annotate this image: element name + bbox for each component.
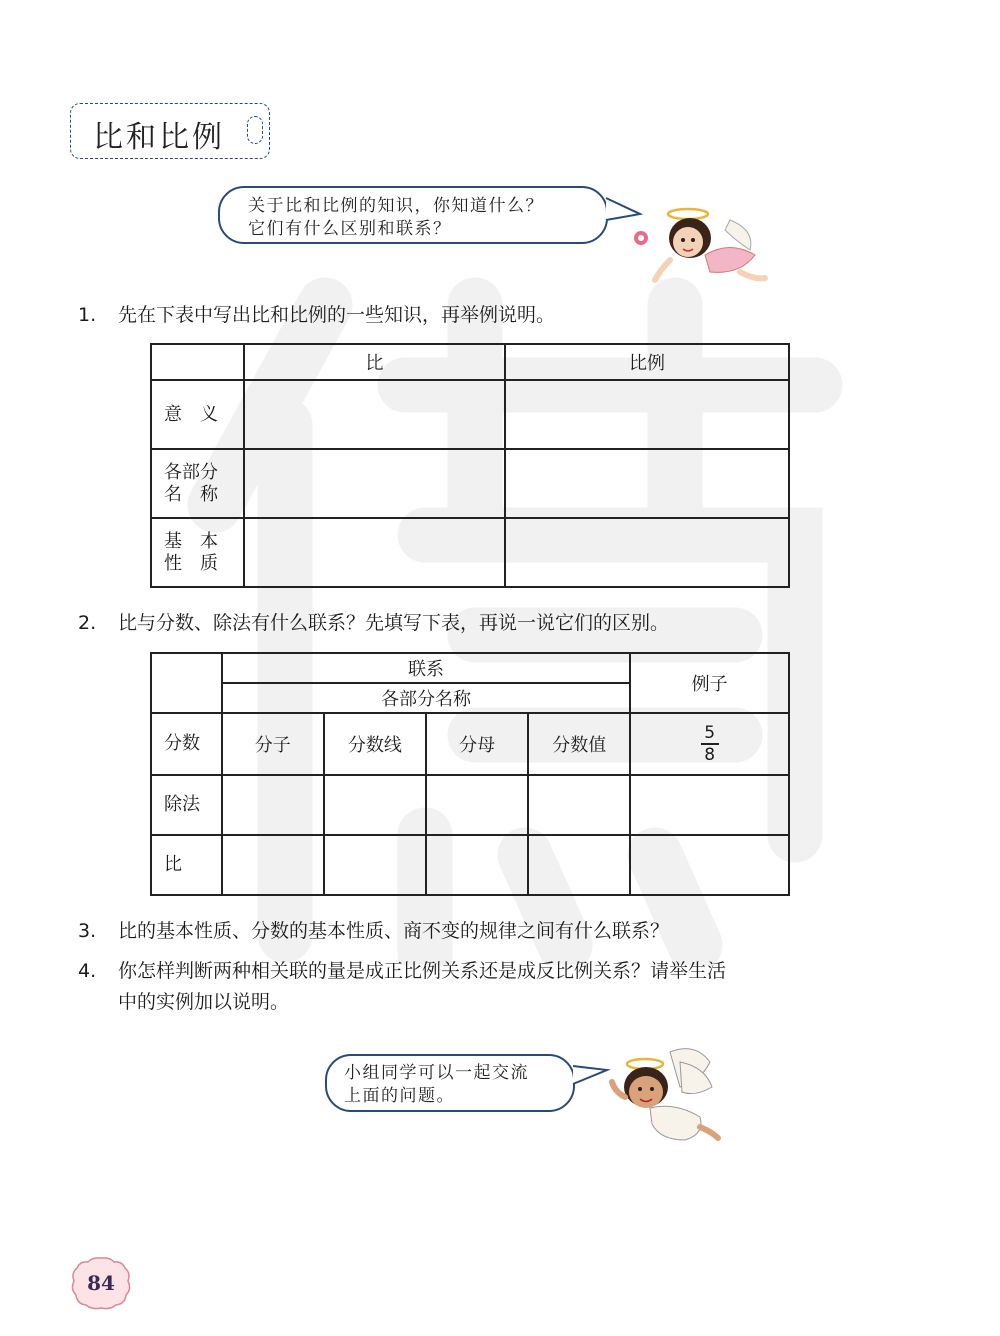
question-1: [78, 300, 555, 331]
answer-cell[interactable]: [505, 518, 789, 587]
row-header-text: 基 本: [164, 530, 218, 552]
answer-cell[interactable]: [505, 449, 789, 518]
answer-cell[interactable]: [426, 835, 528, 895]
fraction-division-ratio-table: [150, 652, 790, 896]
answer-cell[interactable]: [244, 380, 505, 449]
bubble-line: 它们有什么区别和联系？: [248, 219, 452, 239]
example-header: 例子: [630, 653, 789, 713]
bubble-line: 关于比和比例的知识，你知道什么？: [248, 196, 544, 216]
group-header: 联系: [222, 653, 631, 683]
row-header: 比: [151, 835, 222, 895]
answer-cell[interactable]: [222, 775, 324, 835]
answer-cell[interactable]: [630, 775, 789, 835]
scroll-curl-decoration: [247, 116, 263, 144]
table-cell: 分数线: [324, 713, 426, 775]
example-cell: [630, 713, 789, 775]
page-number: 84: [87, 1271, 115, 1295]
answer-cell[interactable]: [324, 775, 426, 835]
column-header: 比例: [505, 344, 789, 380]
row-header-text: 各部分: [164, 461, 218, 483]
question-text-continued: 中的实例加以说明。: [118, 991, 290, 1013]
question-3: [78, 916, 669, 947]
question-2: [78, 608, 669, 639]
row-header-text: 性 质: [164, 552, 218, 574]
question-number: 4.: [78, 960, 97, 982]
page-title: 比和比例: [93, 120, 225, 155]
question-number: 3.: [78, 920, 97, 942]
fraction-denominator: 8: [704, 744, 716, 765]
table-corner-cell: [151, 344, 244, 380]
speech-bubble-top: [218, 186, 608, 244]
answer-cell[interactable]: [630, 835, 789, 895]
row-header-text: 名 称: [164, 483, 218, 505]
row-header: [151, 380, 244, 449]
angel-boy-illustration: [600, 1042, 725, 1147]
table-cell: 分子: [222, 713, 324, 775]
answer-cell[interactable]: [324, 835, 426, 895]
question-text: 比的基本性质、分数的基本性质、商不变的规律之间有什么联系？: [118, 920, 670, 942]
fraction-numerator: 5: [704, 722, 716, 743]
question-text: 比与分数、除法有什么联系？先填写下表，再说一说它们的区别。: [118, 612, 670, 634]
ratio-proportion-table: [150, 343, 790, 588]
answer-cell[interactable]: [528, 775, 630, 835]
answer-cell[interactable]: [244, 449, 505, 518]
page-number-badge: [70, 1255, 132, 1311]
row-header: [151, 449, 244, 518]
fraction-example: [701, 724, 719, 764]
angel-girl-illustration: [630, 200, 770, 295]
answer-cell[interactable]: [244, 518, 505, 587]
row-header-text: 意 义: [164, 403, 218, 425]
row-header: 分数: [151, 713, 222, 775]
question-text: 先在下表中写出比和比例的一些知识，再举例说明。: [118, 304, 556, 326]
answer-cell[interactable]: [528, 835, 630, 895]
answer-cell[interactable]: [505, 380, 789, 449]
speech-bubble-bottom: [325, 1054, 575, 1112]
question-number: 1.: [78, 304, 97, 326]
bubble-line: 小组同学可以一起交流: [344, 1063, 529, 1083]
row-header: 除法: [151, 775, 222, 835]
answer-cell[interactable]: [222, 835, 324, 895]
answer-cell[interactable]: [426, 775, 528, 835]
column-header: 比: [244, 344, 505, 380]
table-cell: 分数值: [528, 713, 630, 775]
title-box: [70, 103, 270, 159]
bubble-line: 上面的问题。: [344, 1086, 455, 1106]
sub-header: 各部分名称: [222, 683, 631, 713]
question-4: [78, 956, 726, 1018]
question-text: 你怎样判断两种相关联的量是成正比例关系还是成反比例关系？请举生活: [118, 960, 727, 982]
row-header: [151, 518, 244, 587]
table-corner-cell: [151, 653, 222, 713]
table-cell: 分母: [426, 713, 528, 775]
question-number: 2.: [78, 612, 97, 634]
